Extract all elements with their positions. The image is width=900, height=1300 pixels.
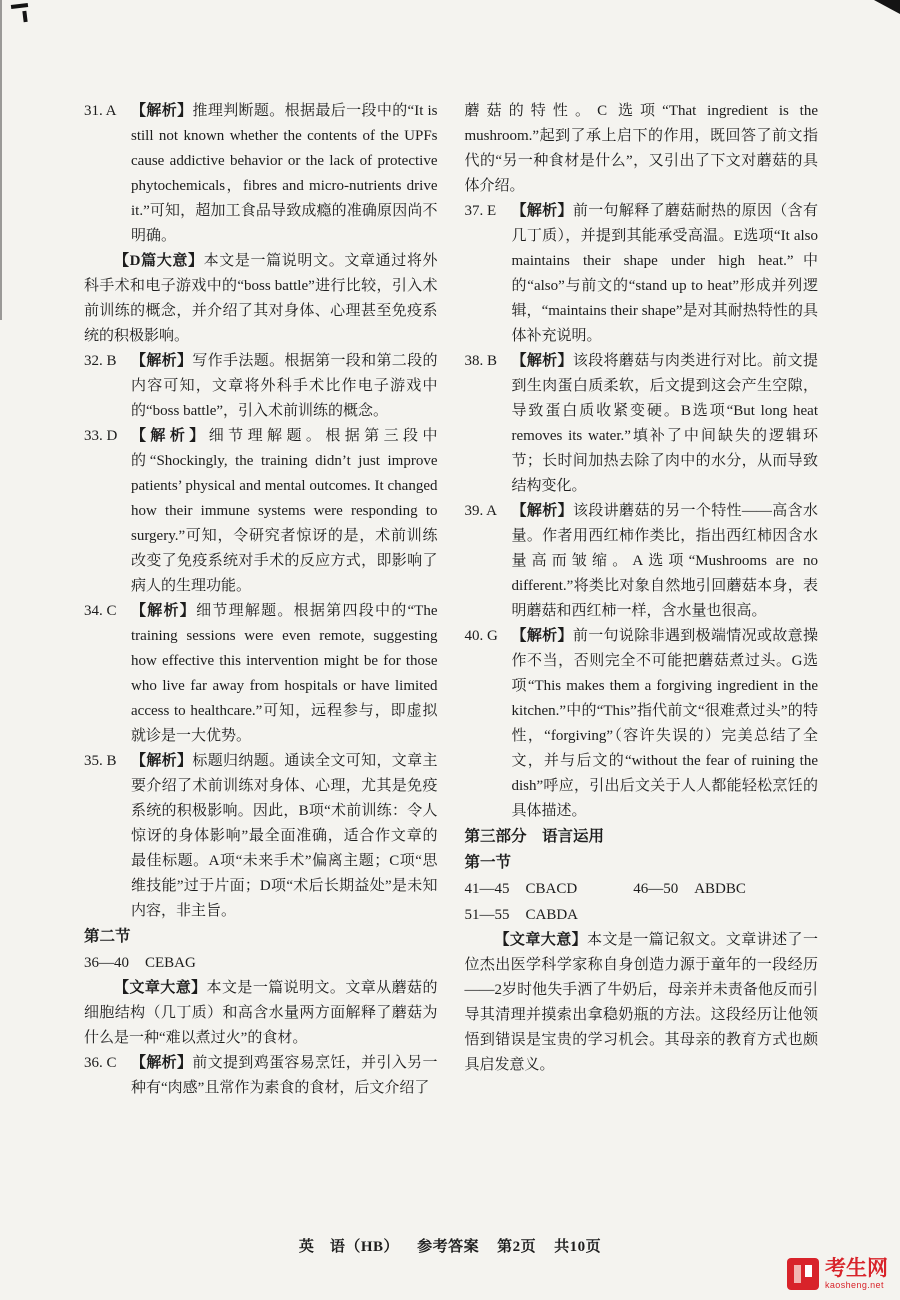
analysis-label: 【解析】: [131, 103, 193, 119]
section-heading-1: 第一节: [464, 854, 512, 871]
answer-key-pair: [633, 881, 746, 897]
answer-item-32: [84, 349, 438, 424]
analysis-label: 【解析】: [131, 428, 209, 444]
crop-mark-top-right: [874, 0, 900, 14]
analysis-label: 【解析】: [131, 1055, 193, 1071]
answer-letters: ABDBC: [694, 881, 746, 897]
answer-letters: CBACD: [525, 881, 578, 897]
answer-key-line: [465, 876, 819, 902]
answer-item-34: [84, 599, 438, 749]
answer-item-38: [465, 349, 819, 499]
left-column: [84, 99, 438, 1101]
summary-text: 本文是一篇说明文。文章从蘑菇的细胞结构（几丁质）和高含水量两方面解释了蘑菇为什么是一种“难以煮过火”的食材。: [84, 980, 438, 1046]
crop-mark-top-left-2: [22, 11, 27, 22]
section-heading-2: 第二节: [84, 928, 131, 945]
answer-item-36-continuation: [465, 99, 819, 199]
analysis-text: 前文提到鸡蛋容易烹饪，并引入另一种有“肉感”且常作为素食的食材，后文介绍了: [131, 1055, 438, 1096]
answer-sheet-content: [84, 99, 818, 1101]
analysis-label: 【解析】: [131, 353, 193, 369]
summary-label: 【文章大意】: [114, 980, 207, 996]
analysis-label: 【解析】: [511, 503, 573, 519]
kaosheng-logo: [787, 1257, 888, 1290]
answer-number: 38. B: [464, 353, 498, 369]
answer-key-line: [465, 902, 819, 928]
answer-item-33: [84, 424, 438, 599]
crop-mark-top-left: [11, 3, 28, 9]
kaosheng-logo-icon: [787, 1258, 819, 1290]
analysis-label: 【解析】: [131, 603, 197, 619]
summary-label: 【文章大意】: [494, 932, 588, 948]
answer-range: 46—50: [633, 881, 679, 897]
answer-number: 35. B: [84, 753, 117, 769]
answer-letters: CABDA: [525, 907, 579, 923]
answer-item-31: [84, 99, 438, 249]
answer-item-36: [84, 1051, 438, 1101]
answer-number: 36. C: [84, 1055, 117, 1071]
analysis-text: 该段讲蘑菇的另一个特性——高含水量。作者用西红柿作类比，指出西红柿因含水量高而皱缩。A选项“Mushrooms are no different.”将类比对象自然地引回蘑菇本身，表明蘑菇和西红柿一样，含水量也很高。: [511, 503, 818, 619]
analysis-text: 推理判断题。根据最后一段中的“It is still not known whether the contents of the UPFs cause addictive behavior or the lack of protective phytochemicals，fibres and micro-nutrients drive it.”可知，超加工食品导致成瘾的准确原因尚不明确。: [131, 103, 438, 244]
analysis-text: 前一句解释了蘑菇耐热的原因（含有几丁质），并提到其能承受高温。E选项“It also maintains their shape under high heat.”中的“also”与前文的“stand up to heat”形成并列逻辑，“maintains their shape”是对其耐热特性的具体补充说明。: [511, 203, 818, 344]
answer-number: 39. A: [464, 503, 498, 519]
answer-letters: CEBAG: [145, 955, 196, 971]
summary-text: 本文是一篇说明文。文章通过将外科手术和电子游戏中的“boss battle”进行比较，引入术前训练的概念，并介绍了其对身体、心理甚至免疫系统的积极影响。: [84, 253, 438, 344]
analysis-text: 标题归纳题。通读全文可知，文章主要介绍了术前训练对身体、心理，尤其是免疫系统的积极影响。因此，B项“术前训练：令人惊讶的身体影响”最全面准确，适合作文章的最佳标题。A项“未来手术”偏离主题；C项“思维技能”过于片面；D项“术后长期益处”是未知内容，非主旨。: [131, 753, 438, 919]
analysis-text: 该段将蘑菇与肉类进行对比。前文提到生肉蛋白质柔软，后文提到这会产生空隙，导致蛋白质收紧变硬。B选项“But long heat removes its water.”填补了中间缺失的逻辑环节；长时间加热去除了肉中的水分，从而导致结构变化。: [511, 353, 818, 494]
analysis-label: 【解析】: [131, 753, 193, 769]
analysis-text: 前一句说除非遇到极端情况或故意操作不当，否则完全不可能把蘑菇煮过头。G选项“This makes them a forgiving ingredient in the kitchen.”中的“This”指代前文“很难煮过头”的特性，“forgiving”（容许失误的）完美总结了全文，并与后文的“without the fear of ruining the dish”呼应，引出后文关于人人都能轻松烹饪的具体描述。: [511, 628, 818, 819]
passage-summary: [465, 928, 819, 1078]
analysis-text: 细节理解题。根据第三段中的“Shockingly, the training didn’t just improve patients’ physical and mental outcomes. It changed how their immune systems were responding to surgery.”可知，令研究者惊讶的是，术前训练改变了免疫系统对手术的反应方式，即影响了病人的生理功能。: [131, 428, 438, 594]
answer-item-39: [465, 499, 819, 624]
logo-site-url: kaosheng.net: [825, 1280, 884, 1290]
answer-number: 33. D: [84, 428, 118, 444]
answer-number: 31. A: [84, 103, 117, 119]
scan-edge-artifact: [0, 0, 2, 320]
footer-page-number: 第2页: [497, 1239, 537, 1255]
answer-number: 34. C: [84, 603, 117, 619]
page-footer: [0, 1235, 900, 1256]
passage-summary: [84, 976, 438, 1051]
right-column: [465, 99, 819, 1101]
analysis-text: 写作手法题。根据第一段和第二段的内容可知，文章将外科手术比作电子游戏中的“boss battle”，引入术前训练的概念。: [131, 353, 438, 419]
answer-range: 51—55: [464, 907, 510, 923]
footer-page-total: 共10页: [554, 1239, 602, 1255]
analysis-label: 【解析】: [511, 353, 573, 369]
passage-summary-d: [84, 249, 438, 349]
summary-text: 本文是一篇记叙文。文章讲述了一位杰出医学科学家称自身创造力源于童年的一段经历——2岁时他失手洒了牛奶后，母亲并未责备他反而引导其清理并摸索出拿稳奶瓶的方法。这段经历让他领悟到错误是宝贵的学习机会。其母亲的教育方式也颇具启发意义。: [464, 932, 818, 1073]
footer-exam-title: 英 语（HB）: [298, 1239, 400, 1255]
answer-key-pair: [84, 955, 196, 971]
answer-range: 36—40: [84, 955, 129, 971]
kaosheng-logo-text: [825, 1257, 888, 1290]
answer-key-pair: [465, 881, 578, 897]
analysis-label: 【解析】: [511, 203, 573, 219]
answer-number: 32. B: [84, 353, 117, 369]
answer-number: 37. E: [464, 203, 497, 219]
analysis-text: 细节理解题。根据第四段中的“The training sessions were even remote, suggesting how effective this intervention might be for those who live far away from hospitals or have limited access to healthcare.”可知，远程参与，即虚拟就诊是一大优势。: [131, 603, 438, 744]
answer-range: 41—45: [464, 881, 510, 897]
section-heading-part3: 第三部分 语言运用: [464, 828, 605, 845]
footer-doc-label: 参考答案: [417, 1239, 480, 1255]
answer-key-line: [84, 950, 438, 976]
answer-item-40: [465, 624, 819, 824]
answer-item-35: [84, 749, 438, 924]
analysis-text: 蘑菇的特性。C 选项“That ingredient is the mushroom.”起到了承上启下的作用，既回答了前文指代的“另一种食材是什么”，又引出了下文对蘑菇的具体介绍。: [464, 103, 818, 194]
answer-number: 40. G: [464, 628, 498, 644]
answer-key-pair: [465, 907, 579, 923]
analysis-label: 【解析】: [511, 628, 573, 644]
logo-brand-name: 考生网: [825, 1257, 888, 1280]
answer-item-37: [465, 199, 819, 349]
summary-label: 【D篇大意】: [114, 253, 204, 269]
